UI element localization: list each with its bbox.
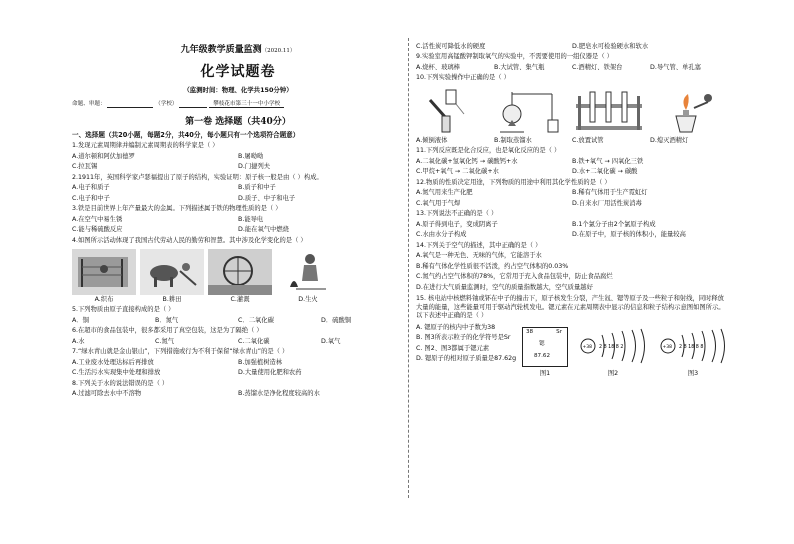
question-7: 7.“绿水青山就是金山银山”，下列措施或行为不利于保留“绿水青山”的是（ ）	[72, 348, 289, 356]
question-15-body	[416, 321, 728, 378]
option: B.屠呦呦	[238, 152, 264, 160]
option: B.1个氯分子由2个氯原子构成	[572, 220, 656, 228]
option: C.拉瓦锡	[72, 163, 98, 171]
question-12-options	[416, 201, 728, 207]
option: C.水由水分子构成	[416, 231, 467, 239]
irrigation-image	[208, 249, 272, 303]
question-10: 10.下列实验操作中正确的是（ ）	[416, 74, 510, 82]
ion-structure-diagram	[658, 327, 728, 365]
exam-label: 命题、审题：	[72, 100, 106, 107]
figure-3	[658, 327, 728, 378]
question-8-options	[72, 391, 404, 397]
school-label: （学校）	[155, 100, 178, 107]
question-6-options	[72, 339, 404, 345]
option: C.活性炭可降低水的硬度	[416, 43, 486, 50]
question-4-figures	[72, 249, 404, 303]
question-13-options	[416, 222, 728, 228]
option: D.肥皂水可检验硬水和软水	[572, 43, 649, 50]
option: A.原子得到电子，变成阴离子	[416, 220, 498, 228]
figure-label: A.织布	[94, 295, 114, 303]
option: A.二氧化碳+氢氧化钙 → 碳酸钙+水	[416, 157, 518, 165]
option: A.道尔顿和阿伏加德罗	[72, 152, 135, 160]
left-column	[72, 30, 404, 398]
section-title: 第一卷 选择题（共40分）	[185, 117, 291, 128]
question-2: 2.1911年，英国科学家卢瑟福提出了原子的结构，实验证明：原子核一般是由（ ）构成。	[72, 173, 323, 181]
option: A.过滤可除去水中不溶物	[72, 390, 142, 398]
question-15-option: A. 锶原子的核内中子数为38	[416, 323, 496, 331]
option: B.制取蒸馏水	[494, 136, 532, 144]
question-3-options	[72, 227, 404, 233]
option: A.烧杯、玻璃棒	[416, 63, 460, 71]
question-14-option: A.氧气是一种无色、无味的气体，它能溶于水	[416, 252, 542, 260]
question-3-options	[72, 217, 404, 223]
question-6: 6.在超市的食品包装中，很多都采用了真空包装，这是为了隔绝（ ）	[72, 327, 263, 335]
option: D.大量使用化肥和农药	[238, 369, 302, 377]
figure-label: D.生火	[298, 295, 318, 303]
option: B.蒸馏水是净化程度较高的水	[238, 390, 320, 398]
question-13-options	[416, 232, 728, 238]
option: D．硫酸铜	[321, 316, 352, 324]
school-name: 攀枝花市第三十一中小学校	[209, 102, 284, 109]
option: D.在原子中，原子核的体积小，能量较高	[572, 231, 686, 239]
option: A.在空气中易生锈	[72, 215, 123, 223]
option: C．二氧化碳	[238, 316, 274, 324]
question-10-options	[416, 138, 728, 144]
question-8-options-cont	[416, 44, 728, 50]
option: D.导气管、单孔塞	[650, 63, 701, 71]
question-10-figures	[416, 86, 728, 134]
exam-date: （2020.11）	[261, 48, 296, 54]
distillation-image	[494, 86, 569, 134]
question-5: 5.下列物质由原子直接构成的是（ ）	[72, 306, 175, 314]
option: A.水	[72, 337, 85, 345]
right-column	[416, 44, 728, 377]
question-9: 9.实验室用高锰酸钾制取氧气的实验中，不需要使用的一组仪器是（ ）	[416, 53, 613, 61]
question-12: 12.物质的性质决定用途，下列物质的用途中利用其化学性质的是（ ）	[416, 178, 611, 186]
periodic-table-cell	[522, 327, 568, 367]
plowing-image	[140, 249, 204, 303]
option: D.水+二氧化碳 → 碳酸	[572, 168, 638, 176]
exam-underline	[107, 101, 153, 108]
option: D.能在氧气中燃烧	[238, 226, 289, 234]
question-14-option: C.氮气约占空气体积的78%，它常用于充入食品包装中，防止食品腐烂	[416, 273, 613, 281]
option: B.大试管、集气瓶	[494, 63, 545, 71]
option: D.门捷列夫	[238, 163, 271, 171]
school-underline	[179, 101, 207, 108]
option: D.质子、中子和电子	[238, 194, 296, 202]
electron-shells: 2 8 18 8 8	[679, 344, 704, 350]
exam-title: 九年级教学质量监测	[180, 45, 262, 55]
option: B.稀有气体用于生产霓虹灯	[572, 189, 648, 197]
figure-label: 图1	[539, 370, 551, 377]
question-5-options	[72, 318, 404, 324]
figure-2	[578, 327, 648, 378]
question-14: 14.下列关于空气的描述，其中正确的是（ ）	[416, 241, 542, 249]
question-2-options	[72, 185, 404, 191]
option: C.电子和中子	[72, 194, 110, 202]
option: C.酒精灯、铁架台	[572, 63, 623, 71]
electron-shells: 2 8 18 8 2	[599, 344, 624, 350]
question-7-options	[72, 370, 404, 376]
pouring-liquid-image	[416, 86, 491, 134]
option: A.工业废水处理达标后再排放	[72, 358, 154, 366]
atomic-mass: 87.62	[534, 353, 551, 359]
question-4: 4.如图所示活动体现了我国古代劳动人民的勤劳和智慧。其中涉及化学变化的是（ ）	[72, 236, 307, 244]
question-15-options	[416, 321, 522, 378]
option: A.倾倒液体	[416, 136, 448, 144]
exam-time-note: （监测时间：物理、化学共150分钟）	[183, 86, 293, 94]
section-instructions: 一、选择题（共20小题，每题2分，共40分，每小题只有一个选项符合题意）	[72, 131, 300, 140]
question-12-options	[416, 190, 728, 196]
figure-label: 图2	[607, 370, 619, 377]
option: C.放置试管	[572, 136, 604, 144]
question-15-option: B. 图3所表示粒子的化学符号是Sr	[416, 334, 511, 342]
question-1: 1.发现元素周期律并编制元素周期表的科学家是（ ）	[72, 142, 219, 150]
question-2-options	[72, 196, 404, 202]
option: C.氧气用于气焊	[416, 199, 461, 207]
question-3: 3.铁是目前世界上年产量最大的金属。下列描述属于铁的物理性质的是（ ）	[72, 205, 282, 213]
question-8: 8.下列关于水的说法错误的是（ ）	[72, 379, 169, 387]
figure-1	[522, 327, 568, 377]
option: C.氮气	[155, 337, 174, 345]
exam-info-line	[72, 101, 404, 108]
option: C.甲烷+氧气 → 二氧化碳+水	[416, 168, 499, 176]
test-tube-rack-image	[572, 86, 647, 134]
subject-title: 化学试题卷	[200, 64, 276, 80]
question-11: 11.下列反应既是化合反应，也是氧化反应的是（ ）	[416, 147, 561, 155]
option: A.氮气用来生产化肥	[416, 189, 473, 197]
figure-label: 图3	[687, 370, 699, 377]
question-15-figures	[522, 327, 728, 378]
nucleus-charge: +38	[662, 344, 672, 350]
option: D.自来水厂用活性炭消毒	[572, 199, 642, 207]
option: A.电子和质子	[72, 184, 110, 192]
atom-structure-diagram	[578, 327, 648, 365]
question-13: 13.下列说法不正确的是（ ）	[416, 210, 498, 218]
fire-making-image	[276, 249, 340, 303]
option: C.生活污水实现集中处理和排放	[72, 369, 161, 377]
question-11-options	[416, 169, 728, 175]
question-14-option: B.稀有气体化学性质很不活泼，约占空气体积的0.03%	[416, 262, 569, 270]
question-11-options	[416, 159, 728, 165]
element-symbol: Sr	[556, 329, 562, 335]
exam-header-title	[72, 46, 404, 55]
question-7-options	[72, 360, 404, 366]
element-name: 锶	[539, 341, 545, 347]
weaving-image	[72, 249, 136, 303]
option: C.能与稀硫酸反应	[72, 226, 123, 234]
question-15-option: D. 锶原子的相对原子质量是87.62g	[416, 355, 517, 363]
question-1-options	[72, 164, 404, 170]
option: D.熄灭酒精灯	[650, 136, 689, 144]
figure-label: B.耕田	[162, 295, 182, 303]
question-15-option: C. 图2、图3都属于锶元素	[416, 344, 490, 352]
question-9-options	[416, 65, 728, 71]
option: B.铁+氧气 → 四氧化三铁	[572, 157, 644, 165]
option: D.氧气	[321, 337, 341, 345]
nucleus-charge: +38	[582, 344, 592, 350]
option: B.能导电	[238, 215, 264, 223]
extinguish-lamp-image	[650, 86, 725, 134]
column-divider	[408, 38, 409, 498]
option: B.加强植树造林	[238, 358, 283, 366]
option: B.质子和中子	[238, 184, 276, 192]
option: A．铜	[72, 316, 89, 324]
atomic-number: 38	[526, 329, 534, 335]
question-14-option: D.在进行大气质量监测时，空气的质量指数越大，空气质量越好	[416, 283, 593, 291]
question-1-options	[72, 154, 404, 160]
option: B．氮气	[155, 316, 179, 324]
option: C.二氧化碳	[238, 337, 270, 345]
figure-label: C.灌溉	[230, 295, 250, 303]
question-15: 15. 核电站中核燃料铀或钚在中子的撞击下，原子核发生分裂，产生氙、锶等原子及一些粒子和射线，同时释放大量的能量，这些能量可用于驱动汽轮机发电。锶元素在元素周期表中显示的信息和粒子结构示意图如图所示。以下表述中正确的是（ ）	[416, 295, 725, 320]
